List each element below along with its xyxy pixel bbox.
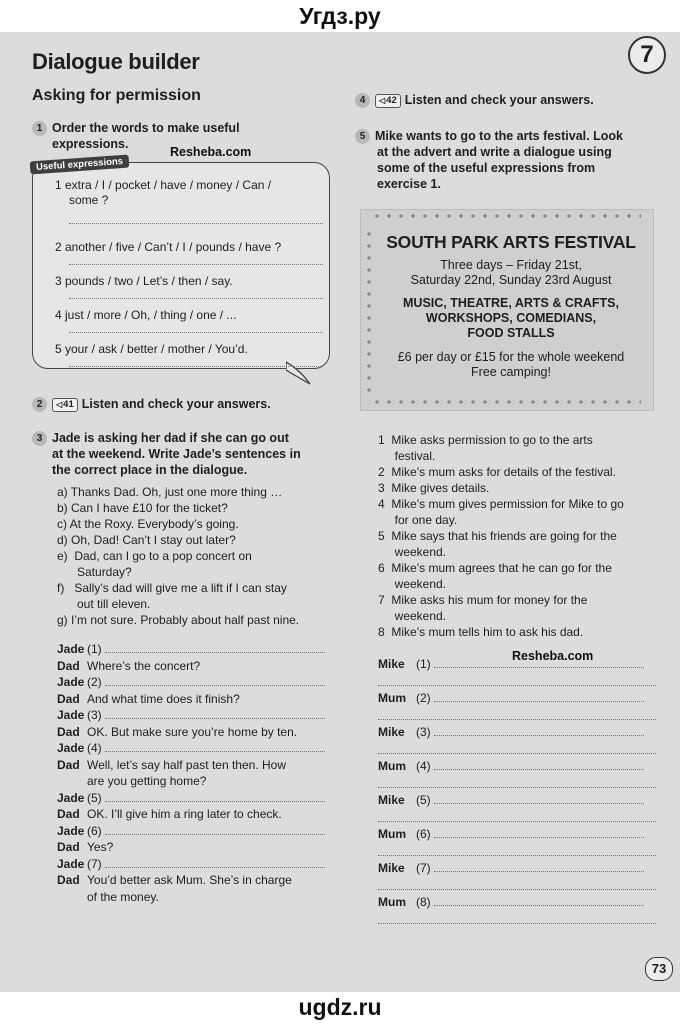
step-line: 8 Mike’s mum tells him to ask his dad. bbox=[378, 625, 584, 639]
dialogue-entry: Mike (5) bbox=[378, 793, 656, 827]
answer-line[interactable] bbox=[434, 700, 644, 702]
dialogue-row: of the money. bbox=[87, 889, 159, 904]
jade-dad-dialogue bbox=[57, 641, 337, 905]
ex2-instruction: 2◁ 41 Listen and check your answers. bbox=[32, 396, 271, 412]
answer-line[interactable] bbox=[378, 752, 656, 754]
answer-line[interactable] bbox=[105, 651, 325, 653]
option-line: a) Thanks Dad. Oh, just one more thing … bbox=[57, 485, 283, 499]
step-line: festival. bbox=[378, 449, 436, 463]
dialogue-row: Jade (2) bbox=[57, 674, 337, 691]
ex1-instruction-line2: expressions. bbox=[52, 137, 129, 151]
answer-line[interactable] bbox=[105, 717, 325, 719]
ex1-number: 1 bbox=[32, 121, 47, 136]
step-line: 1 Mike asks permission to go to the arts bbox=[378, 433, 593, 447]
ex3-number: 3 bbox=[32, 431, 47, 446]
ex1-instruction-line1: Order the words to make useful bbox=[52, 121, 240, 135]
step-line: weekend. bbox=[378, 545, 447, 559]
ex3-instruction: 3 Jade is asking her dad if she can go out at the weekend. Write Jade’s sentences in the correct place in the dialogue. bbox=[32, 430, 342, 478]
unit-badge: 7 bbox=[628, 36, 666, 74]
ex1-item: 3 pounds / two / Let’s / then / say. bbox=[55, 274, 323, 308]
answer-line[interactable] bbox=[434, 666, 644, 668]
answer-line[interactable] bbox=[434, 870, 644, 872]
answer-line[interactable] bbox=[105, 800, 325, 802]
answer-line[interactable] bbox=[378, 684, 656, 686]
option-line: f) Sally’s dad will give me a lift if I can stay bbox=[57, 581, 287, 595]
useful-expressions-tab: Useful expressions bbox=[30, 155, 130, 175]
answer-line[interactable] bbox=[69, 365, 323, 367]
advert-dates: Three days – Friday 21st, Saturday 22nd, Sunday 23rd August bbox=[410, 258, 612, 287]
answer-line[interactable] bbox=[434, 904, 644, 906]
advert-title: SOUTH PARK ARTS FESTIVAL bbox=[386, 232, 636, 252]
answer-line[interactable] bbox=[105, 684, 325, 686]
dialogue-steps bbox=[378, 432, 668, 640]
dialogue-entry: Mum (2) bbox=[378, 691, 656, 725]
ex1-item: 5 your / ask / better / mother / You’d. bbox=[55, 342, 323, 376]
answer-line[interactable] bbox=[378, 820, 656, 822]
dialogue-row: Dad Where’s the concert? bbox=[57, 658, 201, 673]
watermark-left: Resheba.com bbox=[170, 145, 252, 159]
step-line: weekend. bbox=[378, 609, 447, 623]
dialogue-row: Jade (6) bbox=[57, 823, 337, 840]
dialogue-row: Dad You’d better ask Mum. She’s in charge bbox=[57, 873, 292, 887]
answer-line[interactable] bbox=[434, 734, 644, 736]
answer-line[interactable] bbox=[434, 768, 644, 770]
dialogue-entry: Mum (4) bbox=[378, 759, 656, 793]
step-line: 6 Mike’s mum agrees that he can go for the bbox=[378, 561, 612, 575]
ex3-options bbox=[57, 484, 347, 628]
answer-line[interactable] bbox=[105, 866, 325, 868]
dialogue-entry: Mike (7) bbox=[378, 861, 656, 895]
dialogue-row: Dad Well, let’s say half past ten then. How bbox=[57, 757, 286, 772]
audio-track-icon[interactable]: ◁ 41 bbox=[52, 398, 78, 412]
answer-line[interactable] bbox=[378, 718, 656, 720]
ex1-item: 2 another / five / Can’t / I / pounds / have ? bbox=[55, 240, 323, 274]
step-line: 5 Mike says that his friends are going for the bbox=[378, 529, 617, 543]
dotted-border-left bbox=[367, 228, 371, 398]
ex5-instruction: 5 Mike wants to go to the arts festival. Look at the advert and write a dialogue using some of the useful expressions from exercise 1. bbox=[355, 128, 655, 192]
ex2-number: 2 bbox=[32, 397, 47, 412]
ex1-items bbox=[55, 178, 323, 376]
festival-advert bbox=[360, 209, 654, 411]
dialogue-row: Jade (3) bbox=[57, 707, 337, 724]
step-line: 2 Mike’s mum asks for details of the festival. bbox=[378, 465, 616, 479]
answer-line[interactable] bbox=[105, 833, 325, 835]
dialogue-row: Jade (1) bbox=[57, 641, 337, 658]
step-line: 3 Mike gives details. bbox=[378, 481, 490, 495]
watermark-right: Resheba.com bbox=[512, 649, 594, 663]
dialogue-row: Dad And what time does it finish? bbox=[57, 691, 240, 706]
workbook-page bbox=[0, 32, 680, 992]
option-line: b) Can I have £10 for the ticket? bbox=[57, 501, 228, 515]
dialogue-entry: Mum (6) bbox=[378, 827, 656, 861]
mike-mum-dialogue bbox=[378, 657, 656, 929]
page-title: Dialogue builder bbox=[32, 49, 200, 74]
answer-line[interactable] bbox=[434, 802, 644, 804]
dialogue-entry: Mike (1) bbox=[378, 657, 656, 691]
option-line: Saturday? bbox=[57, 565, 132, 579]
option-line: g) I’m not sure. Probably about half past nine. bbox=[57, 613, 300, 627]
answer-line[interactable] bbox=[378, 888, 656, 890]
dialogue-row: Dad OK. But make sure you’re home by ten. bbox=[57, 724, 298, 739]
answer-line[interactable] bbox=[69, 222, 323, 224]
dialogue-row: Jade (5) bbox=[57, 790, 337, 807]
dialogue-row: Jade (7) bbox=[57, 856, 337, 873]
ex4-number: 4 bbox=[355, 93, 370, 108]
dialogue-entry: Mum (8) bbox=[378, 895, 656, 929]
ex5-number: 5 bbox=[355, 129, 370, 144]
answer-line[interactable] bbox=[378, 922, 656, 924]
audio-track-icon[interactable]: ◁ 42 bbox=[375, 94, 401, 108]
dialogue-row: Jade (4) bbox=[57, 740, 337, 757]
answer-line[interactable] bbox=[434, 836, 644, 838]
step-line: weekend. bbox=[378, 577, 447, 591]
answer-line[interactable] bbox=[105, 750, 325, 752]
option-line: d) Oh, Dad! Can’t I stay out later? bbox=[57, 533, 236, 547]
dialogue-row: are you getting home? bbox=[87, 774, 207, 788]
dialogue-row: Dad Yes? bbox=[57, 840, 114, 854]
advert-price: £6 per day or £15 for the whole weekend Free camping! bbox=[397, 350, 625, 379]
page-number: 73 bbox=[645, 957, 673, 981]
answer-line[interactable] bbox=[69, 297, 323, 299]
option-line: c) At the Roxy. Everybody’s going. bbox=[57, 517, 239, 531]
step-line: for one day. bbox=[378, 513, 458, 527]
dotted-border-bottom bbox=[371, 400, 641, 404]
step-line: 7 Mike asks his mum for money for the bbox=[378, 593, 588, 607]
ex1-item: 4 just / more / Oh, / thing / one / ... bbox=[55, 308, 323, 342]
answer-line[interactable] bbox=[69, 331, 323, 333]
advert-events: MUSIC, THEATRE, ARTS & CRAFTS, WORKSHOPS, COMEDIANS, FOOD STALLS bbox=[403, 296, 619, 340]
dotted-border-top bbox=[371, 214, 641, 218]
section-subtitle: Asking for permission bbox=[32, 87, 201, 104]
site-footer: ugdz.ru bbox=[298, 994, 382, 1020]
ex1-item: 1 extra / I / pocket / have / money / Can / some ? bbox=[55, 178, 323, 240]
dialogue-entry: Mike (3) bbox=[378, 725, 656, 759]
ex4-instruction: 4◁ 42 Listen and check your answers. bbox=[355, 92, 594, 108]
answer-line[interactable] bbox=[378, 786, 656, 788]
site-header: Угдз.ру bbox=[299, 3, 381, 29]
option-line: out till eleven. bbox=[57, 597, 151, 611]
answer-line[interactable] bbox=[378, 854, 656, 856]
option-line: e) Dad, can I go to a pop concert on bbox=[57, 549, 252, 563]
step-line: 4 Mike’s mum gives permission for Mike to go bbox=[378, 497, 624, 511]
dialogue-row: Dad OK. I’ll give him a ring later to check. bbox=[57, 807, 282, 821]
answer-line[interactable] bbox=[69, 263, 323, 265]
